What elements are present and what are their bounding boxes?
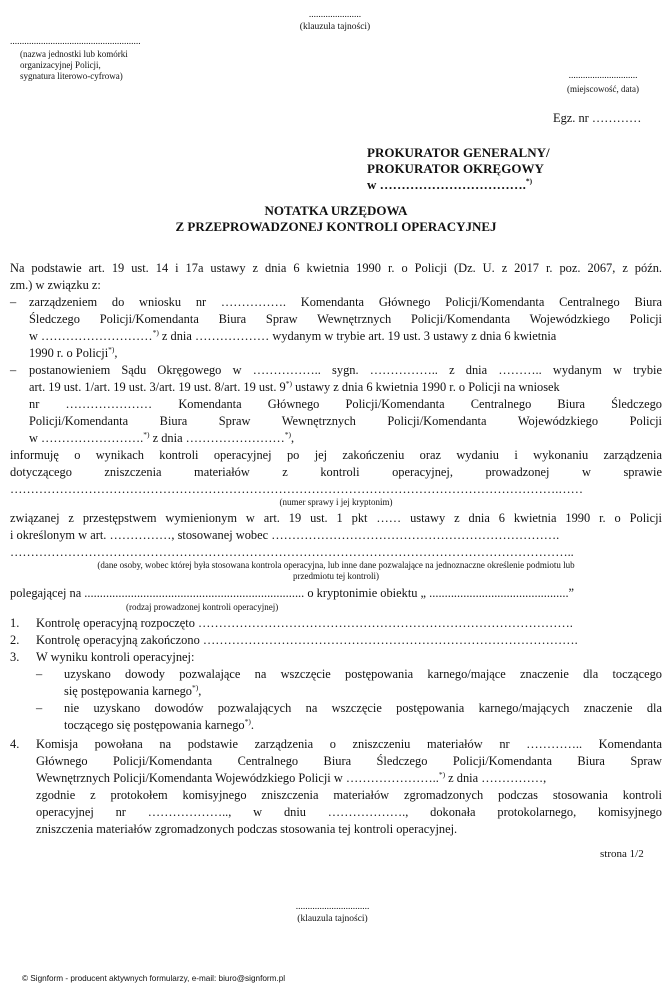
consisting-line[interactable]: polegającej na ....................................................................... o kryptonimie obiektu „ .............................................” bbox=[10, 586, 575, 600]
commission-line: Głównego Policji/Komendanta Centralnego Biura Śledczego Policji/Komendanta Biura Spraw bbox=[36, 754, 662, 768]
person-label-line: przedmiotu tej kontroli) bbox=[293, 571, 379, 581]
related-line[interactable]: związanej z przestępstwem wymienionym w art. 19 ust. 1 pkt …… ustawy z dnia 6 kwietnia 1990 r. o Policji bbox=[10, 511, 662, 525]
commission-line[interactable] bbox=[36, 770, 662, 787]
court-text: , bbox=[291, 431, 295, 445]
item-number: 4. bbox=[10, 737, 20, 751]
footnote-mark: *) bbox=[152, 327, 159, 337]
dash-marker: – bbox=[36, 701, 43, 715]
footnote-mark: *) bbox=[108, 344, 115, 354]
order-text: z dnia ……………… wydanym w trybie art. 19 ust. 3 ustawy z dnia 6 kwietnia bbox=[161, 329, 557, 343]
item-number: 2. bbox=[10, 633, 20, 647]
commission-line: zgodnie z protokołem komisyjnego zniszczenia materiałów zgromadzonych podczas stosowania kontroli bbox=[36, 788, 662, 802]
footnote-mark: *) bbox=[143, 429, 150, 439]
type-label: (rodzaj prowadzonej kontroli operacyjnej) bbox=[126, 602, 279, 612]
footer-credit: © Signform - producent aktywnych formularzy, e-mail: biuro@signform.pl bbox=[22, 974, 286, 983]
footnote-mark: *) bbox=[438, 769, 446, 779]
footnote-mark: *) bbox=[284, 429, 292, 439]
addressee-city: w ……………………………. bbox=[367, 177, 526, 192]
unit-label bbox=[20, 49, 128, 82]
person-label bbox=[10, 560, 662, 582]
addressee-line[interactable] bbox=[367, 177, 550, 193]
court-line[interactable]: postanowieniem Sądu Okręgowego w …………….. sygn. …………….. z dnia ……….. wydanym w trybie bbox=[29, 363, 662, 377]
court-text: art. 19 ust. 1/art. 19 ust. 3/art. 19 ust. 8/art. 19 ust. 9 bbox=[29, 380, 286, 394]
commission-text: Wewnętrznych Policji/Komendanta Wojewódzkiego Policji w ………………….. bbox=[36, 771, 439, 785]
intro-line: Na podstawie art. 19 ust. 14 i 17a ustawy z dnia 6 kwietnia 1990 r. o Policji (Dz. U. z 2017 r. poz. 2067, z późn. bbox=[10, 261, 662, 275]
footnote-mark: *) bbox=[244, 716, 251, 726]
person-label-line: (dane osoby, wobec której była stosowana kontrola operacyjna, lub inne dane pozwalające na jednoznaczne określenie podmiotu lub bbox=[97, 560, 575, 570]
item-end[interactable]: Kontrolę operacyjną zakończono ………………………………………………………………………………. bbox=[36, 633, 578, 647]
intro-line: zm.) w związku z: bbox=[10, 278, 101, 292]
item-start[interactable]: Kontrolę operacyjną rozpoczęto ………………………………………………………………………………. bbox=[36, 616, 573, 630]
item-result: W wyniku kontroli operacyjnej: bbox=[36, 650, 195, 664]
order-line: Śledczego Policji/Komendanta Biura Spraw Wewnętrznych Policji/Komendanta Wojewódzkiego Policji bbox=[29, 312, 662, 326]
order-text: 1990 r. o Policji bbox=[29, 346, 109, 360]
result-line bbox=[64, 717, 662, 734]
unit-label-line: sygnatura literowo-cyfrowa) bbox=[20, 71, 123, 81]
commission-line[interactable]: operacyjnej nr ……………….., w dniu ………………., dokonała protokolarnego, komisyjnego bbox=[36, 805, 662, 819]
court-text: ustawy z dnia 6 kwietnia 1990 r. o Policji na wniosek bbox=[295, 380, 560, 394]
related-line[interactable]: i określonym w art. ……………, stosowanej wobec ……………………………………………………………. bbox=[10, 528, 560, 542]
copy-number[interactable]: Egz. nr ………… bbox=[553, 111, 642, 125]
commission-text: z dnia ……………, bbox=[448, 771, 547, 785]
court-text: z dnia …………………… bbox=[152, 431, 285, 445]
result-line[interactable]: uzyskano dowody pozwalające na wszczęcie postępowania karnego/mające znaczenie dla toczącego bbox=[64, 667, 662, 681]
court-line[interactable]: nr ………………… Komendanta Głównego Policji/Komendanta Centralnego Biura Śledczego bbox=[29, 397, 662, 411]
clause-bottom-label: (klauzula tajności) bbox=[297, 914, 368, 924]
clause-top-label: (klauzula tajności) bbox=[299, 22, 371, 32]
court-line: Policji/Komendanta Biura Spraw Wewnętrznych Policji/Komendanta Wojewódzkiego Policji bbox=[29, 414, 662, 428]
result-text: toczącego się postępowania karnego bbox=[64, 718, 245, 732]
order-line bbox=[29, 345, 662, 362]
place-date-dots[interactable]: ............................. bbox=[568, 71, 638, 81]
inform-line: informuję o wynikach kontroli operacyjnej po jej zakończeniu oraz wydaniu i wykonaniu zarządzenia bbox=[10, 448, 662, 462]
item-number: 3. bbox=[10, 650, 20, 664]
inform-line: dotyczącego zniszczenia materiałów z kontroli operacyjnej, prowadzonej w sprawie bbox=[10, 465, 662, 479]
addressee-block bbox=[367, 145, 550, 193]
unit-dots[interactable]: ....................................................... bbox=[10, 37, 141, 47]
place-date-label: (miejscowość, data) bbox=[567, 84, 639, 94]
page-number: strona 1/2 bbox=[600, 848, 644, 860]
unit-label-line: organizacyjnej Policji, bbox=[20, 60, 101, 70]
court-line bbox=[29, 379, 662, 396]
item-number: 1. bbox=[10, 616, 20, 630]
dash-marker: – bbox=[10, 295, 17, 309]
footnote-mark: *) bbox=[285, 378, 292, 388]
clause-top-dots[interactable]: ...................... bbox=[308, 10, 362, 20]
title-line: Z PRZEPROWADZONEJ KONTROLI OPERACYJNEJ bbox=[175, 218, 497, 234]
addressee-line: PROKURATOR GENERALNY/ bbox=[367, 145, 550, 160]
case-dots[interactable]: …………………………………………………………………………………………………………………….…… bbox=[10, 482, 584, 496]
commission-line[interactable]: Komisja powołana na podstawie zarządzenia o zniszczeniu materiałów nr ………….. Komendanta bbox=[36, 737, 662, 751]
court-line[interactable] bbox=[29, 430, 662, 447]
dash-marker: – bbox=[10, 363, 17, 377]
order-text: w ……………………… bbox=[29, 329, 153, 343]
clause-bottom-dots[interactable]: ............................... bbox=[295, 902, 370, 912]
result-text: się postępowania karnego bbox=[64, 684, 192, 698]
result-text: . bbox=[250, 718, 254, 732]
commission-line: zniszczenia materiałów zgromadzonych podczas stosowania tej kontroli operacyjnej. bbox=[36, 822, 458, 836]
result-line bbox=[64, 683, 662, 700]
title-line: NOTATKA URZĘDOWA bbox=[264, 203, 408, 218]
document-title bbox=[10, 203, 662, 234]
person-dots[interactable]: ……………………………………………………………………………………………………………………….. bbox=[10, 545, 574, 559]
unit-label-line: (nazwa jednostki lub komórki bbox=[20, 49, 128, 59]
result-line[interactable]: nie uzyskano dowodów pozwalających na wszczęcie postępowania karnego/mających znaczenie dla bbox=[64, 701, 662, 715]
addressee-line: PROKURATOR OKRĘGOWY bbox=[367, 161, 544, 176]
case-label: (numer sprawy i jej kryptonim) bbox=[279, 497, 393, 507]
court-text: w ……………………. bbox=[29, 431, 144, 445]
order-line[interactable]: zarządzeniem do wniosku nr ……………. Komendanta Głównego Policji/Komendanta Centralnego Biura bbox=[29, 295, 662, 309]
footnote-mark: *) bbox=[525, 176, 533, 186]
order-text: , bbox=[114, 346, 118, 360]
result-text: , bbox=[198, 684, 202, 698]
order-line[interactable] bbox=[29, 328, 662, 345]
footnote-mark: *) bbox=[192, 682, 199, 692]
dash-marker: – bbox=[36, 667, 43, 681]
